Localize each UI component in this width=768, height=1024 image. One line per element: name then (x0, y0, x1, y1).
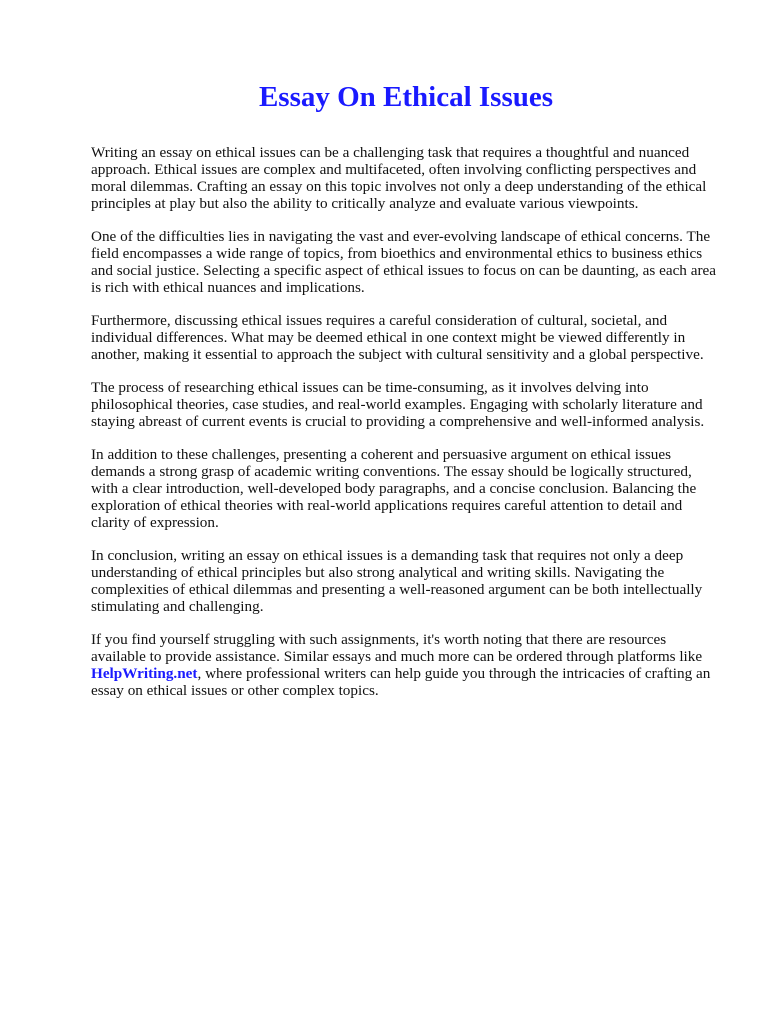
resources-text-after-link: , where professional writers can help guide you through the intricacies of crafting an essay on ethical issues or other complex topics. (91, 665, 711, 699)
resources-text-before-link: If you find yourself struggling with such assignments, it's worth noting that there are resources available to provide assistance. Similar essays and much more can be ordered through platforms like (91, 631, 703, 665)
paragraph-resources (91, 631, 721, 699)
paragraph-research: The process of researching ethical issues can be time-consuming, as it involves delving into philosophical theories, case studies, and real-world examples. Engaging with scholarly literature and staying abreast of current events is crucial to providing a comprehensive and well-informed analysis. (91, 379, 705, 430)
document-title: Essay On Ethical Issues (258, 81, 554, 113)
paragraph-conclusion: In conclusion, writing an essay on ethical issues is a demanding task that requires not only a deep understanding of ethical principles but also strong analytical and writing skills. Navigating the complexities of ethical dilemmas and presenting a well-reasoned argument can be both intellectually stimulating and challenging. (91, 547, 703, 615)
paragraph-cultural: Furthermore, discussing ethical issues requires a careful consideration of cultural, societal, and individual differences. What may be deemed ethical in one context might be viewed differently in another, making it essential to approach the subject with cultural sensitivity and a global perspective. (91, 312, 704, 363)
helpwriting-link[interactable]: HelpWriting.net (91, 665, 198, 682)
document-page (91, 80, 721, 715)
paragraph-writing-conventions: In addition to these challenges, presenting a coherent and persuasive argument on ethical issues demands a strong grasp of academic writing conventions. The essay should be logically structured, with a clear introduction, well-developed body paragraphs, and a concise conclusion. Balancing the exploration of ethical theories with real-world applications requires careful attention to detail and clarity of expression. (91, 446, 697, 531)
paragraph-intro: Writing an essay on ethical issues can be a challenging task that requires a thoughtful and nuanced approach. Ethical issues are complex and multifaceted, often involving conflicting perspectives and moral dilemmas. Crafting an essay on this topic involves not only a deep understanding of the ethical principles at play but also the ability to critically analyze and evaluate various viewpoints. (91, 144, 707, 212)
paragraph-difficulties: One of the difficulties lies in navigating the vast and ever-evolving landscape of ethical concerns. The field encompasses a wide range of topics, from bioethics and environmental ethics to business ethics and social justice. Selecting a specific aspect of ethical issues to focus on can be daunting, as each area is rich with ethical nuances and implications. (91, 228, 716, 296)
